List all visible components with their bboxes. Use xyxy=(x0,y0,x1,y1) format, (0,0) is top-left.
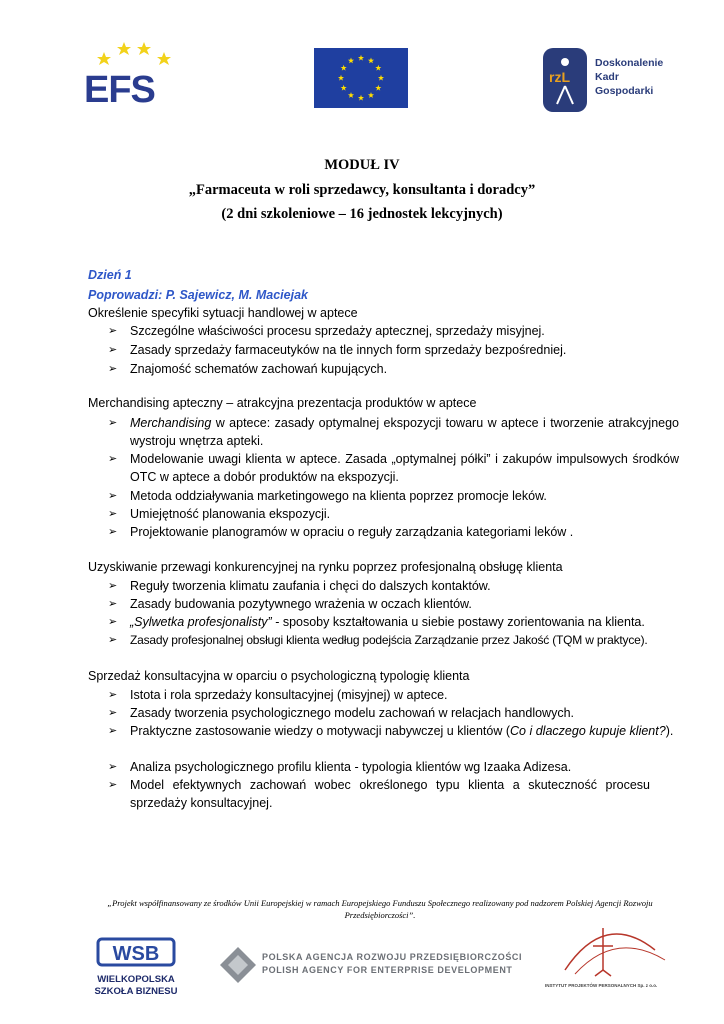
arrow-bullet-icon: ➢ xyxy=(108,598,118,610)
dkg-emblem-icon xyxy=(543,48,587,112)
parp-line-2: POLISH AGENCY FOR ENTERPRISE DEVELOPMENT xyxy=(262,965,513,975)
arrow-bullet-icon: ➢ xyxy=(108,508,118,520)
efs-logo-text: EFS xyxy=(84,69,155,106)
dkg-line-1: Doskonalenie xyxy=(595,57,664,69)
eu-flag-icon xyxy=(314,48,408,108)
wsb-emblem-icon xyxy=(86,935,186,969)
section-heading: Określenie specyfiki sytuacji handlowej w aptece xyxy=(88,306,358,320)
eu-star-icon xyxy=(348,92,354,98)
arrow-bullet-icon: ➢ xyxy=(108,616,118,628)
arrow-bullet-icon: ➢ xyxy=(108,325,118,337)
wsb-mark: WSB xyxy=(112,943,160,965)
eu-star-icon xyxy=(358,55,364,61)
eu-star-icon xyxy=(341,85,347,91)
eu-star-icon xyxy=(375,65,381,71)
arrow-bullet-icon: ➢ xyxy=(108,526,118,538)
arrow-bullet-icon: ➢ xyxy=(108,417,118,429)
ips-logo xyxy=(545,920,685,990)
arrow-bullet-icon: ➢ xyxy=(108,761,118,773)
ips-text: INSTYTUT PROJEKTÓW PERSONALNYCH Sp. z o.o. xyxy=(545,983,658,988)
eu-star-icon xyxy=(378,75,384,81)
arrow-bullet-icon: ➢ xyxy=(108,634,118,646)
arrow-bullet-icon: ➢ xyxy=(108,725,118,737)
arrow-bullet-icon: ➢ xyxy=(108,363,118,375)
efs-logo xyxy=(82,40,182,106)
wsb-line-1: WIELKOPOLSKA xyxy=(97,974,175,985)
wsb-line-2: SZKOŁA BIZNESU xyxy=(94,986,178,997)
arrow-bullet-icon: ➢ xyxy=(108,344,118,356)
presenters-label: Poprowadzi: P. Sajewicz, M. Maciejak xyxy=(88,288,308,302)
module-subtitle: „Farmaceuta w roli sprzedawcy, konsultanta i doradcy” xyxy=(188,182,536,198)
ips-emblem-icon xyxy=(545,920,685,978)
eu-star-icon xyxy=(341,65,347,71)
eu-star-icon xyxy=(375,85,381,91)
arrow-bullet-icon: ➢ xyxy=(108,580,118,592)
arrow-bullet-icon: ➢ xyxy=(108,707,118,719)
dkg-logo xyxy=(543,48,683,112)
arrow-bullet-icon: ➢ xyxy=(108,779,118,791)
svg-text:rzL: rzL xyxy=(549,69,570,85)
eu-star-icon xyxy=(368,57,374,63)
eu-star-icon xyxy=(358,95,364,101)
eu-star-icon xyxy=(338,75,344,81)
parp-logo xyxy=(218,945,528,985)
arrow-bullet-icon: ➢ xyxy=(108,453,118,465)
arrow-bullet-icon: ➢ xyxy=(108,490,118,502)
parp-line-1: POLSKA AGENCJA ROZWOJU PRZEDSIĘBIORCZOŚCI xyxy=(262,952,523,962)
dkg-line-2: Kadr xyxy=(595,71,619,83)
parp-emblem-icon xyxy=(218,945,258,985)
footer-funding-note: „Projekt współfinansowany ze środków Unii Europejskiej w ramach Europejskiego Funduszu Społecznego realizowany pod nadzorem Polskiej Agencji Rozwoju Przedsiębiorczości”. xyxy=(107,898,653,920)
arrow-bullet-icon: ➢ xyxy=(108,689,118,701)
module-duration: (2 dni szkoleniowe – 16 jednostek lekcyjnych) xyxy=(221,206,503,222)
module-title: MODUŁ IV xyxy=(324,157,400,173)
wsb-logo xyxy=(86,935,186,995)
eu-star-icon xyxy=(348,57,354,63)
eu-star-icon xyxy=(368,92,374,98)
section-heading: Uzyskiwanie przewagi konkurencyjnej na rynku poprzez profesjonalną obsługę klienta xyxy=(88,560,563,574)
section-heading: Sprzedaż konsultacyjna w oparciu o psychologiczną typologię klienta xyxy=(88,669,470,683)
dkg-line-3: Gospodarki xyxy=(595,85,654,97)
section-heading: Merchandising apteczny – atrakcyjna prezentacja produktów w aptece xyxy=(88,396,477,410)
day-label: Dzień 1 xyxy=(88,268,132,282)
